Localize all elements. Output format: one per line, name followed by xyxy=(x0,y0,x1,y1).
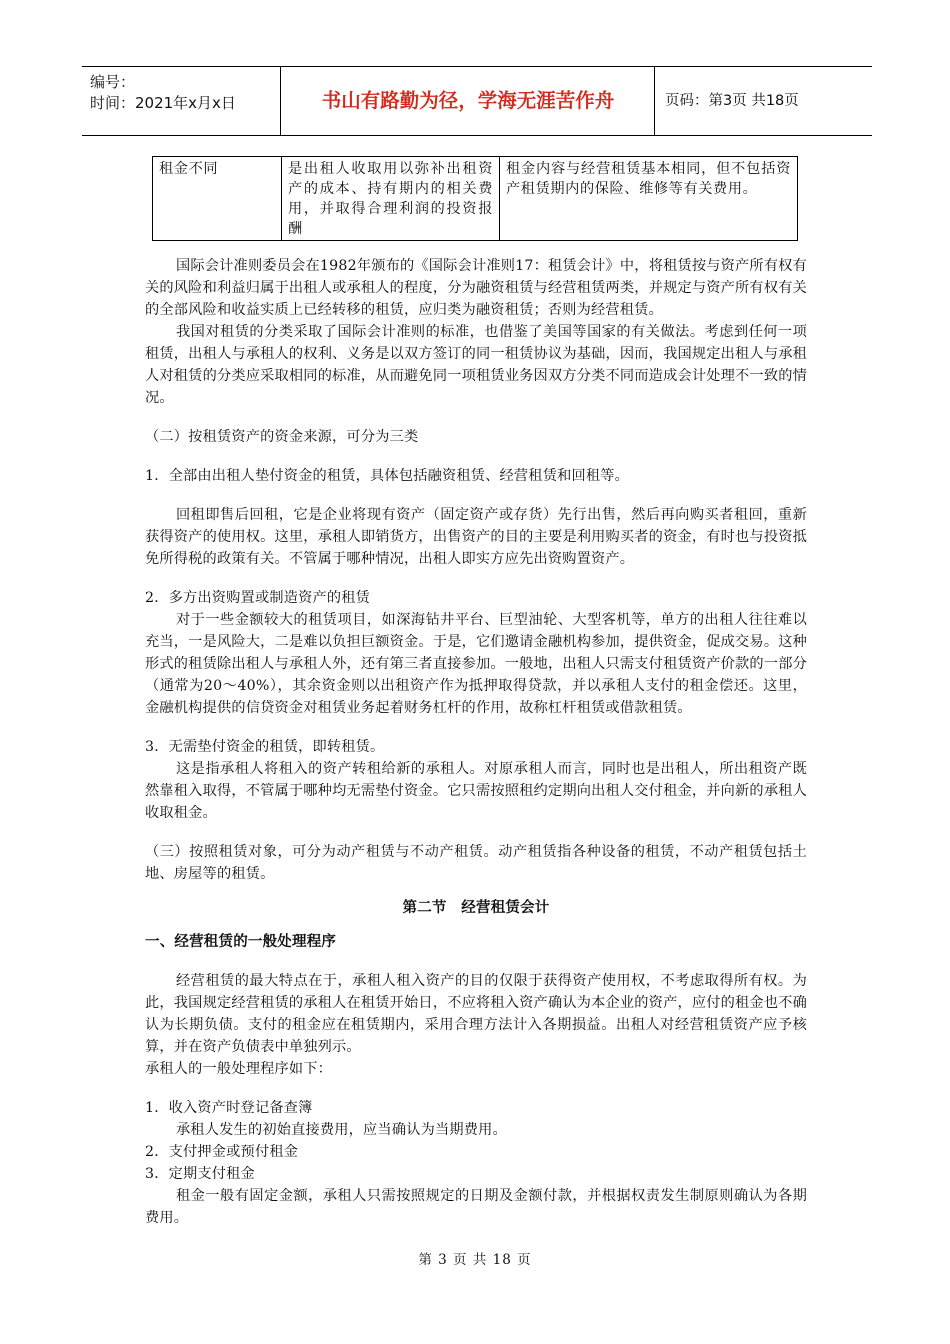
date-label: 时间：2021年x月x日 xyxy=(90,94,236,112)
list-item: 3．无需垫付资金的租赁，即转租赁。 xyxy=(145,739,385,755)
list-item: 2．支付押金或预付租金 xyxy=(145,1144,299,1160)
paragraph: 承租人发生的初始直接费用，应当确认为当期费用。 xyxy=(176,1122,507,1138)
list-item: 1．全部由出租人垫付资金的租赁，具体包括融资租赁、经营租赁和回租等。 xyxy=(145,468,630,484)
subheading: （二）按租赁资产的资金来源，可分为三类 xyxy=(145,429,419,445)
paragraph: 我国对租赁的分类采取了国际会计准则的标准，也借鉴了美国等国家的有关做法。考虑到任何一项租赁，出租人与承租人的权利、义务是以双方签订的同一租赁协议为基础，因而，我国规定出租人与承租人对租赁的分类应采取相同的标准，从而避免同一项租赁业务因双方分类不同而造成会计处理不一致的情况。 xyxy=(145,324,807,406)
list-item: 1．收入资产时登记备查簿 xyxy=(145,1100,313,1116)
heading: 一、经营租赁的一般处理程序 xyxy=(145,934,337,950)
page-footer: 第 3 页 共 18 页 xyxy=(418,1252,532,1268)
header-page-info: 页码：第3页 共18页 xyxy=(665,93,799,109)
document-body xyxy=(145,255,807,1229)
paragraph: 经营租赁的最大特点在于，承租人租入资产的目的仅限于获得资产使用权，不考虑取得所有权。为此，我国规定经营租赁的承租人在租赁开始日，不应将租入资产确认为本企业的资产，应付的租金也不确认为长期负债。支付的租金应在租赁期内，采用合理方法计入各期损益。出租人对经营租赁资产应予核算，并在资产负债表中单独列示。 xyxy=(145,973,807,1055)
page-header xyxy=(82,66,872,136)
number-label: 编号： xyxy=(90,73,136,91)
table-cell-financing: 是出租人收取用以弥补出租资产的成本、持有期内的相关费用，并取得合理利润的投资报酬 xyxy=(282,157,500,241)
paragraph: 租金一般有固定金额，承租人只需按照规定的日期及金额付款，并根据权责发生制原则确认为各期费用。 xyxy=(145,1188,807,1226)
paragraph: 承租人的一般处理程序如下： xyxy=(145,1061,333,1077)
list-item: 2．多方出资购置或制造资产的租赁 xyxy=(145,590,371,606)
table-cell-label: 租金不同 xyxy=(153,157,282,241)
paragraph: 国际会计准则委员会在1982年颁布的《国际会计准则17：租赁会计》中，将租赁按与资产所有权有关的风险和利益归属于出租人或承租人的程度，分为融资租赁与经营租赁两类，并规定与资产所有权有关的全部风险和收益实质上已经转移的租赁，应归类为融资租赁；否则为经营租赁。 xyxy=(145,258,807,318)
list-item: 3．定期支付租金 xyxy=(145,1166,255,1182)
table-cell-operating: 租金内容与经营租赁基本相同，但不包括资产租赁期内的保险、维修等有关费用。 xyxy=(500,157,798,241)
paragraph: 回租即售后回租，它是企业将现有资产（固定资产或存货）先行出售，然后再向购买者租回，重新获得资产的使用权。这里，承租人即销货方，出售资产的目的主要是利用购买者的资金，有时也与投资抵免所得税的政策有关。不管属于哪种情况，出租人即实方应先出资购置资产。 xyxy=(145,507,807,567)
paragraph: 这是指承租人将租入的资产转租给新的承租人。对原承租人而言，同时也是出租人，所出租资产既然靠租入取得，不管属于哪种均无需垫付资金。它只需按照租约定期向出租人交付租金，并向新的承租人收取租金。 xyxy=(145,761,807,821)
subheading: （三）按照租赁对象，可分为动产租赁与不动产租赁。动产租赁指各种设备的租赁，不动产租赁包括土地、房屋等的租赁。 xyxy=(145,844,807,882)
header-meta xyxy=(82,67,281,135)
table-row xyxy=(153,157,798,241)
paragraph: 对于一些金额较大的租赁项目，如深海钻井平台、巨型油轮、大型客机等，单方的出租人往往难以充当，一是风险大，二是难以负担巨额资金。于是，它们邀请金融机构参加，提供资金，促成交易。这种形式的租赁除出租人与承租人外，还有第三者直接参加。一般地，出租人只需支付租赁资产价款的一部分（通常为20～40%），其余资金则以出租资产作为抵押取得贷款，并以承租人支付的租金偿还。这里，金融机构提供的信贷资金对租赁业务起着财务杠杆的作用，故称杠杆租赁或借款租赁。 xyxy=(145,612,807,716)
comparison-table xyxy=(152,156,798,241)
section-title: 第二节 经营租赁会计 xyxy=(402,900,550,916)
header-motto: 书山有路勤为径，学海无涯苦作舟 xyxy=(282,67,655,135)
